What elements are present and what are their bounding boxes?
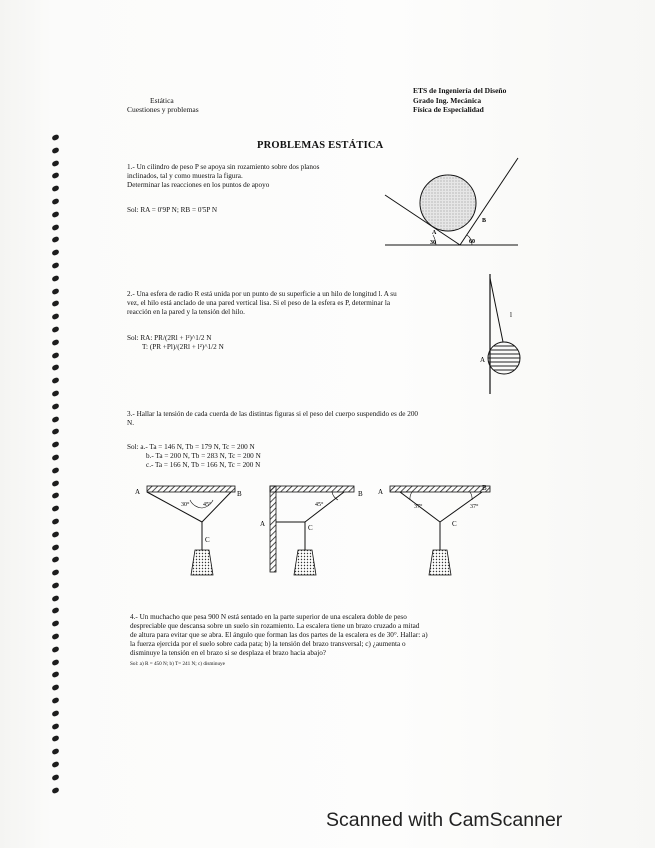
- fig1-angle-right: 60: [469, 239, 475, 245]
- header-right-line3: Física de Especialidad: [413, 105, 484, 114]
- binding-ring: [51, 147, 59, 154]
- header-right-line2: Grado Ing. Mecánica: [413, 96, 482, 105]
- binding-ring: [51, 774, 59, 781]
- binding-ring: [51, 633, 59, 640]
- page-title: PROBLEMAS ESTÁTICA: [257, 140, 384, 151]
- problem-3-figure-a: [135, 480, 245, 585]
- binding-ring: [51, 236, 59, 243]
- figb-angle-1: 45°: [315, 502, 324, 508]
- figa-label-b: B: [237, 490, 242, 498]
- binding-ring: [51, 531, 59, 538]
- binding-ring: [51, 595, 59, 602]
- fig2-label-l: l: [510, 311, 512, 319]
- problem-4-solution: Sol: a) R = 450 N; b) T= 241 N; c) disminuye: [130, 661, 225, 667]
- binding-ring: [51, 697, 59, 704]
- binding-ring: [51, 172, 59, 179]
- binding-ring: [51, 607, 59, 614]
- spiral-binding: [52, 135, 66, 795]
- binding-ring: [51, 646, 59, 653]
- binding-ring: [51, 659, 59, 666]
- binding-ring: [51, 556, 59, 563]
- binding-ring: [51, 467, 59, 474]
- binding-ring: [51, 748, 59, 755]
- figa-label-a: A: [135, 488, 141, 496]
- binding-ring: [51, 684, 59, 691]
- problem-2-figure: [470, 272, 530, 397]
- problem-3-figure-c: [378, 480, 498, 585]
- binding-ring: [51, 352, 59, 359]
- scanner-watermark: Scanned with CamScanner: [326, 809, 563, 831]
- header-left-subtitle: Cuestiones y problemas: [127, 105, 199, 114]
- binding-ring: [51, 787, 59, 794]
- problem-2-solution-2: T: (PR +Pl)/(2Rl + l²)^1/2 N: [142, 343, 224, 351]
- problem-4-line-1: 4.- Un muchacho que pesa 900 N está sentado en la parte superior de una escalera doble de peso: [130, 613, 407, 621]
- binding-ring: [51, 441, 59, 448]
- binding-ring: [51, 620, 59, 627]
- binding-ring: [51, 735, 59, 742]
- binding-ring: [51, 185, 59, 192]
- binding-ring: [51, 723, 59, 730]
- binding-ring: [51, 364, 59, 371]
- binding-ring: [51, 518, 59, 525]
- binding-ring: [51, 377, 59, 384]
- binding-ring: [51, 543, 59, 550]
- figa-angle-2: 45°: [203, 502, 212, 508]
- binding-ring: [51, 224, 59, 231]
- figc-label-c: C: [452, 520, 457, 528]
- binding-ring: [51, 275, 59, 282]
- problem-3-solution-a: Sol: a.- Ta = 146 N, Tb = 179 N, Tc = 200 N: [127, 443, 255, 451]
- figc-angle-2: 37°: [470, 504, 479, 510]
- figb-label-b: B: [358, 490, 363, 498]
- binding-ring: [51, 211, 59, 218]
- binding-ring: [51, 710, 59, 717]
- binding-ring: [51, 582, 59, 589]
- figb-label-c: C: [308, 524, 313, 532]
- figc-label-b: B: [482, 484, 487, 492]
- binding-ring: [51, 761, 59, 768]
- binding-ring: [51, 300, 59, 307]
- problem-3-line-1: 3.- Hallar la tensión de cada cuerda de las distintas figuras si el peso del cuerpo suspendido es de 200: [127, 410, 419, 418]
- binding-ring: [51, 415, 59, 422]
- binding-ring: [51, 390, 59, 397]
- binding-ring: [51, 454, 59, 461]
- problem-1-line-2: inclinados, tal y como muestra la figura.: [127, 172, 243, 180]
- binding-ring: [51, 198, 59, 205]
- problem-2-line-3: reacción en la pared y la tensión del hilo.: [127, 308, 245, 316]
- figa-angle-1: 30°: [181, 502, 190, 508]
- binding-ring: [51, 403, 59, 410]
- problem-4-line-2: despreciable que descansa sobre un suelo sin rozamiento. La escalera tiene un brazo cruzado a mitad: [130, 622, 420, 630]
- figb-label-a: A: [260, 520, 266, 528]
- problem-4-line-3: de altura para evitar que se abra. El ángulo que forman las dos partes de la escalera es de 30°. Hallar: a): [130, 631, 428, 639]
- binding-ring: [51, 479, 59, 486]
- binding-ring: [51, 428, 59, 435]
- problem-3-line-2: N.: [127, 419, 134, 427]
- figc-label-a: A: [378, 488, 384, 496]
- fig1-label-a: A: [432, 230, 437, 236]
- binding-ring: [51, 262, 59, 269]
- problem-3-solution-c: c.- Ta = 166 N, Tb = 166 N, Tc = 200 N: [146, 461, 261, 469]
- binding-ring: [51, 339, 59, 346]
- problem-1-line-3: Determinar las reacciones en los puntos de apoyo: [127, 181, 270, 189]
- problem-1-line-1: 1.- Un cilindro de peso P se apoya sin rozamiento sobre dos planos: [127, 163, 320, 171]
- binding-ring: [51, 671, 59, 678]
- binding-ring: [51, 288, 59, 295]
- fig1-label-b: B: [482, 218, 487, 224]
- header-right-line1: ETS de Ingeniería del Diseño: [413, 86, 507, 95]
- binding-ring: [51, 134, 59, 141]
- header-left-title: Estática: [150, 96, 174, 105]
- problem-2-line-2: vez, el hilo está anclado de una pared vertical lisa. Si el peso de la esfera es P, determinar la: [127, 299, 391, 307]
- problem-3-solution-b: b.- Ta = 200 N, Tb = 283 N, Tc = 200 N: [146, 452, 261, 460]
- binding-ring: [51, 505, 59, 512]
- binding-ring: [51, 249, 59, 256]
- binding-ring: [51, 569, 59, 576]
- binding-ring: [51, 326, 59, 333]
- problem-2-solution-1: Sol: RA: PR/(2Rl + l²)^1/2 N: [127, 334, 212, 342]
- problem-4-line-4: la fuerza ejercida por el suelo sobre cada pata; b) la tensión del brazo transversal; c) ¿aumenta o: [130, 640, 406, 648]
- binding-ring: [51, 160, 59, 167]
- fig1-angle-left: 30: [430, 240, 436, 246]
- binding-ring: [51, 492, 59, 499]
- figc-angle-1: 37°: [414, 504, 423, 510]
- binding-ring: [51, 313, 59, 320]
- fig2-label-a: A: [480, 356, 486, 364]
- problem-1-figure: [380, 150, 520, 250]
- problem-1-solution: Sol: RA = 0'9P N; RB = 0'5P N: [127, 206, 218, 214]
- problem-2-line-1: 2.- Una esfera de radio R está unida por un punto de su superficie a un hilo de longitud l. A su: [127, 290, 397, 298]
- problem-3-figure-b: [258, 480, 368, 585]
- figa-label-c: C: [205, 536, 210, 544]
- problem-4-line-5: disminuye la tensión en el brazo si se desplaza el brazo hacia abajo?: [130, 649, 326, 657]
